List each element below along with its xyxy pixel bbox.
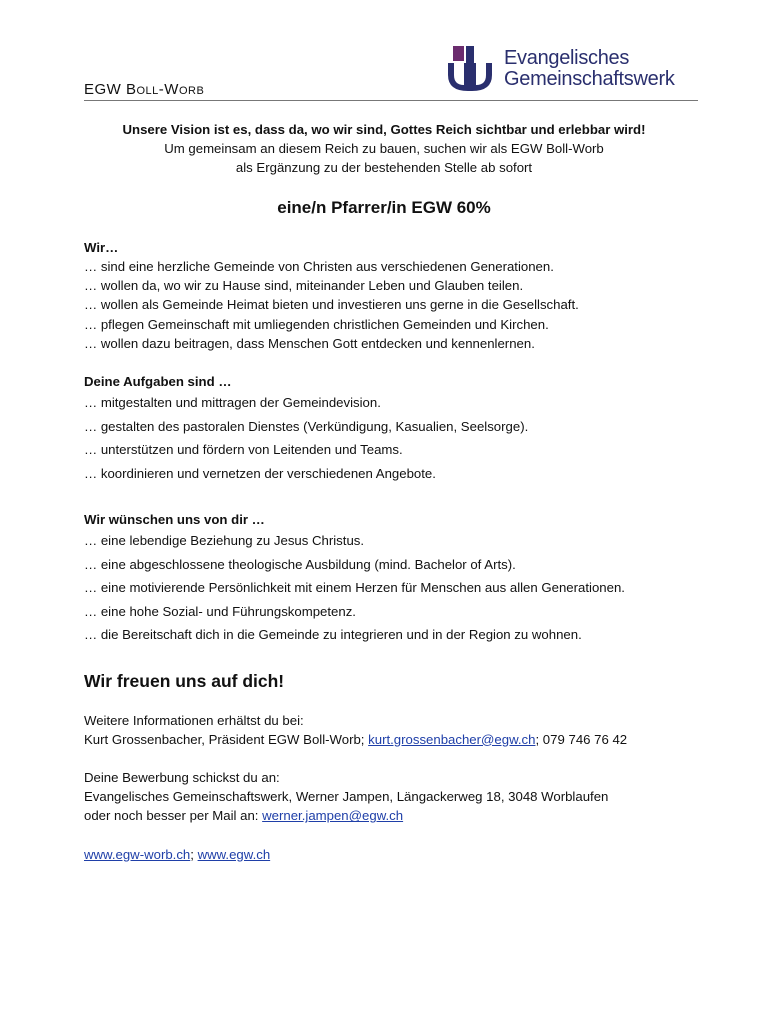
contact-label: Weitere Informationen erhältst du bei: [84, 712, 304, 728]
contact-phone: ; 079 746 76 42 [535, 731, 628, 747]
section-heading: Deine Aufgaben sind … [84, 374, 232, 390]
list-item: … eine lebendige Beziehung zu Jesus Christus. [84, 533, 365, 549]
logo-line1: Evangelisches [504, 47, 630, 69]
org-short-name: EGW Boll-Worb [84, 81, 205, 98]
application-email-link[interactable]: werner.jampen@egw.ch [262, 808, 404, 824]
contact-email-link[interactable]: kurt.grossenbacher@egw.ch [368, 731, 536, 747]
list-item: … eine hohe Sozial- und Führungskompetenz. [84, 603, 356, 619]
website-link-egw-worb[interactable]: www.egw-worb.ch [84, 846, 191, 862]
section-heading: Wir… [84, 240, 119, 255]
intro-block [84, 120, 684, 177]
application-block [84, 768, 684, 826]
list-item: … pflegen Gemeinschaft mit umliegenden christlichen Gemeinden und Kirchen. [84, 316, 549, 332]
list-item: … wollen dazu beitragen, dass Menschen Gott entdecken und kennenlernen. [84, 335, 535, 351]
list-item: … wollen da, wo wir zu Hause sind, miteinander Leben und Glauben teilen. [84, 278, 524, 294]
list-item: … mitgestalten und mittragen der Gemeindevision. [84, 395, 381, 411]
section-heading: Wir wünschen uns von dir … [84, 512, 265, 528]
page-header [84, 40, 698, 102]
section-aufgaben [84, 372, 684, 485]
contact-block [84, 711, 684, 749]
list-item: … eine abgeschlossene theologische Ausbildung (mind. Bachelor of Arts). [84, 556, 516, 572]
list-item: … koordinieren und vernetzen der verschiedenen Angebote. [84, 465, 436, 481]
job-title: eine/n Pfarrer/in EGW 60% [277, 198, 491, 217]
list-item: … unterstützen und fördern von Leitenden und Teams. [84, 442, 403, 458]
logo-line2: Gemeinschaftswerk [504, 68, 675, 90]
contact-person: Kurt Grossenbacher, Präsident EGW Boll-Worb; [84, 731, 369, 747]
intro-line-2: Um gemeinsam an diesem Reich zu bauen, suchen wir als EGW Boll-Worb [164, 141, 604, 156]
egw-logo [446, 43, 698, 95]
website-link-egw[interactable]: www.egw.ch [197, 846, 271, 862]
list-item: … wollen als Gemeinde Heimat bieten und investieren uns gerne in die Gesellschaft. [84, 297, 579, 313]
application-mail-prefix: oder noch besser per Mail an: [84, 808, 263, 824]
logo-wordmark [504, 48, 675, 90]
list-item: … gestalten des pastoralen Dienstes (Verkündigung, Kasualien, Seelsorge). [84, 418, 529, 434]
application-address: Evangelisches Gemeinschaftswerk, Werner Jampen, Längackerweg 18, 3048 Worblaufen [84, 789, 609, 805]
list-item: … sind eine herzliche Gemeinde von Christen aus verschiedenen Generationen. [84, 259, 554, 274]
application-label: Deine Bewerbung schickst du an: [84, 769, 280, 785]
vision-statement: Unsere Vision ist es, dass da, wo wir sind, Gottes Reich sichtbar und erlebbar wird! [122, 122, 646, 137]
list-item: … die Bereitschaft dich in die Gemeinde zu integrieren und in der Region zu wohnen. [84, 627, 582, 643]
website-links [84, 845, 684, 864]
application-mail-line [84, 806, 684, 825]
header-divider [84, 100, 698, 101]
list-item: … eine motivierende Persönlichkeit mit einem Herzen für Menschen aus allen Generationen. [84, 580, 625, 596]
egw-logo-icon [446, 45, 494, 93]
section-wir [84, 238, 684, 353]
document-body [84, 120, 684, 864]
callout-heading: Wir freuen uns auf dich! [84, 670, 285, 691]
link-separator: ; [190, 846, 198, 862]
intro-line-3: als Ergänzung zu der bestehenden Stelle ab sofort [235, 160, 533, 175]
contact-line [84, 730, 684, 749]
section-wuensche [84, 510, 684, 647]
